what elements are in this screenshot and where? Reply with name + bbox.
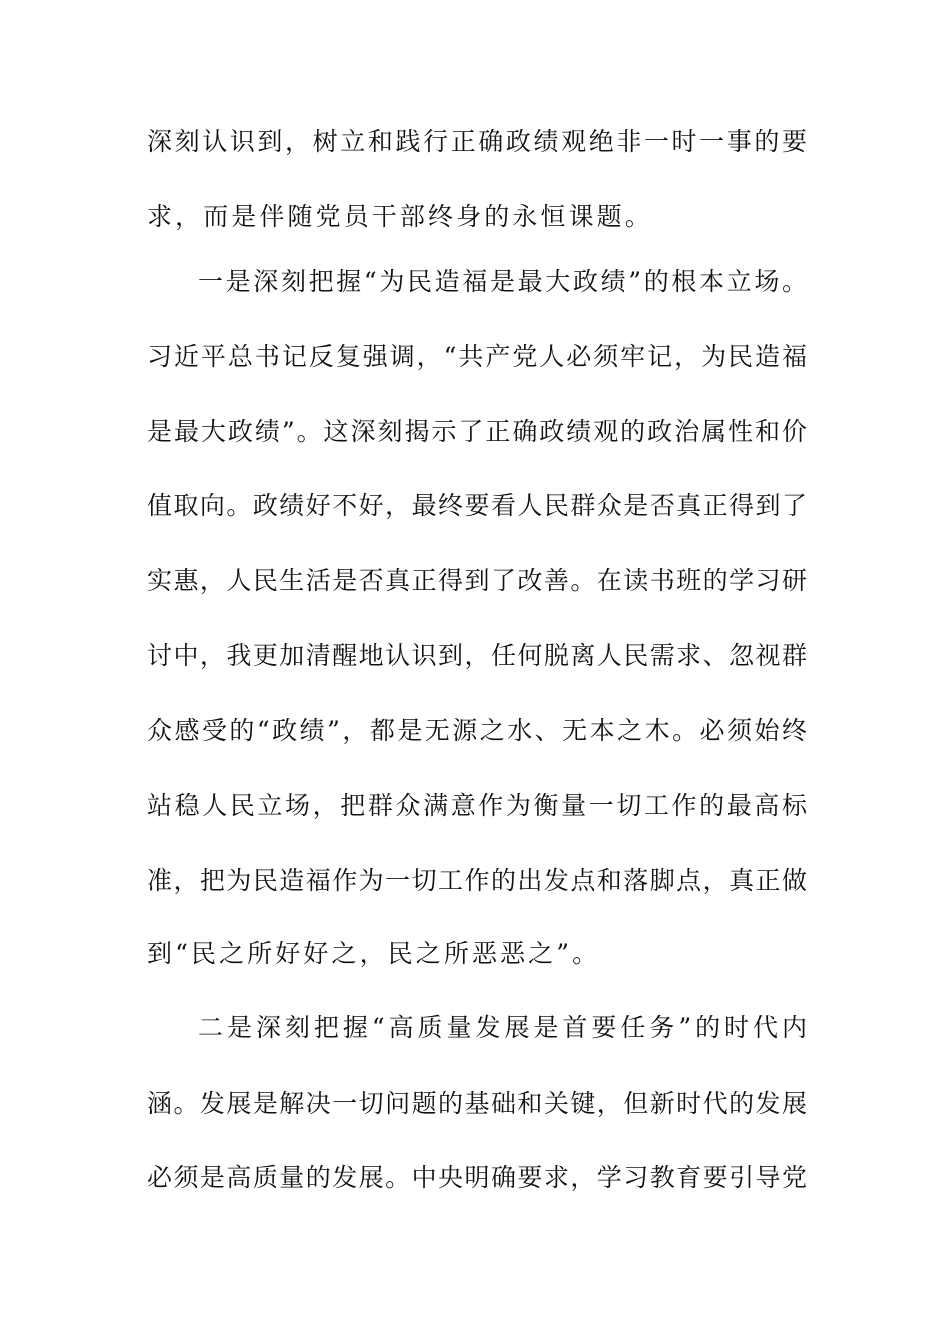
paragraph-heading-line: 二是深刻把握“高质量发展是首要任务”的时代内 [198, 1013, 807, 1042]
paragraph-heading-line: 一是深刻把握“为民造福是最大政绩”的根本立场。 [198, 267, 807, 296]
text-line: 涵。发展是解决一切问题的基础和关键，但新时代的发展 [147, 1089, 807, 1118]
text-line: 讨中，我更加清醒地认识到，任何脱离人民需求、忽视群 [147, 641, 807, 670]
text-line: 众感受的“政绩”，都是无源之水、无本之木。必须始终 [147, 716, 807, 745]
text-line: 值取向。政绩好不好，最终要看人民群众是否真正得到了 [147, 491, 807, 520]
text-line: 到“民之所好好之，民之所恶恶之”。 [147, 939, 601, 968]
text-line: 站稳人民立场，把群众满意作为衡量一切工作的最高标 [147, 791, 807, 820]
text-line: 深刻认识到，树立和践行正确政绩观绝非一时一事的要 [147, 127, 807, 156]
text-line: 准，把为民造福作为一切工作的出发点和落脚点，真正做 [147, 866, 807, 895]
text-line: 求，而是伴随党员干部终身的永恒课题。 [147, 202, 653, 231]
text-line: 必须是高质量的发展。中央明确要求，学习教育要引导党 [147, 1163, 807, 1192]
text-line: 实惠，人民生活是否真正得到了改善。在读书班的学习研 [147, 566, 807, 595]
text-line: 习近平总书记反复强调，“共产党人必须牢记，为民造福 [147, 342, 807, 371]
text-line: 是最大政绩”。这深刻揭示了正确政绩观的政治属性和价 [147, 417, 807, 446]
